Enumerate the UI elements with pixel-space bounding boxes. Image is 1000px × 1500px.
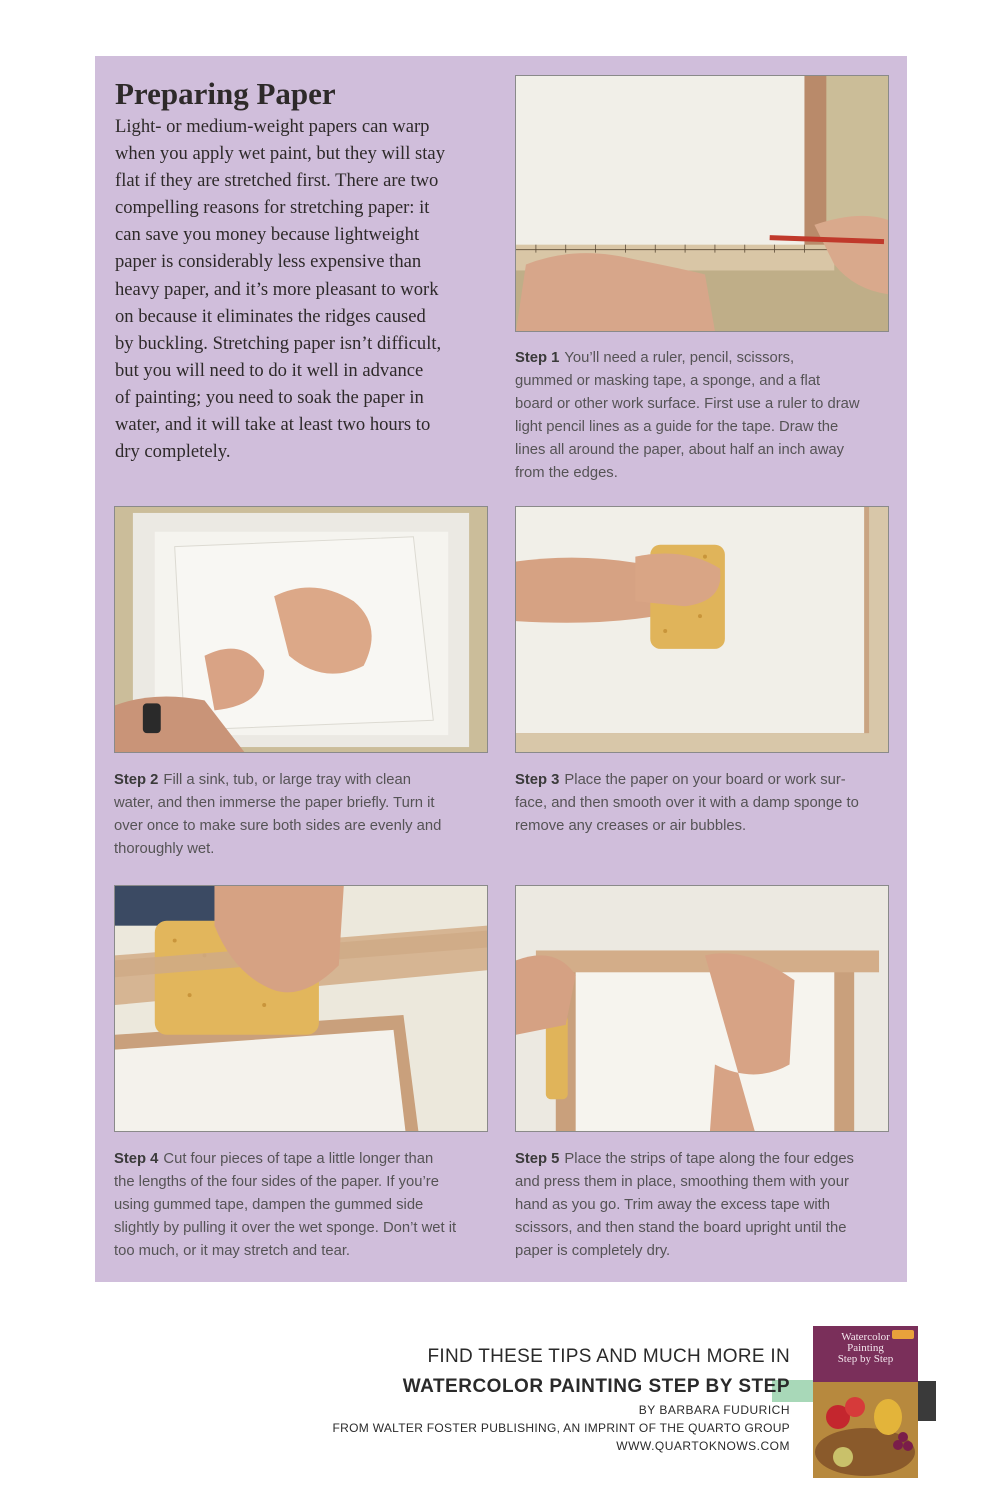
promo-author: BY BARBARA FUDURICH [638, 1403, 790, 1417]
step-4-caption [114, 1148, 489, 1263]
promo-book-title[interactable]: WATERCOLOR PAINTING STEP BY STEP [402, 1376, 790, 1397]
step-2-caption [114, 769, 489, 861]
step-4-photo [114, 885, 488, 1132]
fruit-painting-illustration [813, 1382, 918, 1478]
caption-line: board or other work surface. First use a ruler to draw [515, 396, 860, 412]
intro-line: compelling reasons for stretching paper: it [115, 197, 430, 219]
intro-line: Light- or medium-weight papers can warp [115, 116, 430, 137]
promo-intro: FIND THESE TIPS AND MUCH MORE IN [427, 1346, 790, 1367]
caption-line: too much, or it may stretch and tear. [114, 1243, 351, 1259]
step-3-caption [515, 769, 890, 838]
caption-line: slightly by pulling it over the wet sponge. Don’t wet it [114, 1220, 457, 1236]
step-label: Step 3 [515, 772, 560, 788]
book-cover-title [813, 1332, 918, 1365]
caption-line: light pencil lines as a guide for the tape. Draw the [515, 419, 839, 435]
intro-line: by buckling. Stretching paper isn’t difficult, [115, 332, 442, 354]
promo-website-link[interactable]: WWW.QUARTOKNOWS.COM [616, 1439, 790, 1453]
caption-line: and press them in place, smoothing them with your [515, 1174, 849, 1190]
article-title: Preparing Paper [115, 76, 336, 111]
caption-line: from the edges. [515, 465, 618, 481]
intro-line: when you apply wet paint, but they will stay [115, 143, 445, 165]
book-spine-shadow [918, 1381, 936, 1421]
caption-line: Cut four pieces of tape a little longer than [163, 1151, 434, 1167]
intro-line: can save you money because lightweight [115, 224, 420, 246]
book-cover-image[interactable] [813, 1326, 918, 1478]
step-label: Step 4 [114, 1151, 159, 1167]
intro-line: heavy paper, and it’s more pleasant to work [115, 278, 439, 300]
book-cover-title-line: Painting [847, 1342, 884, 1354]
caption-line: lines all around the paper, about half an inch away [515, 442, 845, 458]
intro-line: dry completely. [115, 441, 231, 463]
caption-line: using gummed tape, dampen the gummed side [114, 1197, 424, 1213]
step-2-photo [114, 506, 488, 753]
intro-line: of painting; you need to soak the paper in [115, 386, 424, 408]
promo-publisher: FROM WALTER FOSTER PUBLISHING, AN IMPRINT OF THE QUARTO GROUP [332, 1421, 790, 1435]
caption-line: water, and then immerse the paper briefly. Turn it [114, 795, 435, 811]
step-5-photo [515, 885, 889, 1132]
caption-line: face, and then smooth over it with a damp sponge to [515, 795, 859, 811]
intro-paragraph [115, 113, 500, 465]
caption-line: Place the strips of tape along the four edges [564, 1151, 854, 1167]
book-cover-title-line: Step by Step [837, 1353, 894, 1365]
caption-line: thoroughly wet. [114, 841, 215, 857]
step-5-caption [515, 1148, 890, 1263]
caption-line: paper is completely dry. [515, 1243, 671, 1259]
caption-line: Fill a sink, tub, or large tray with clean [163, 772, 411, 788]
step-1-caption [515, 347, 890, 485]
caption-line: over once to make sure both sides are evenly and [114, 818, 442, 834]
step-label: Step 2 [114, 772, 159, 788]
caption-line: You’ll need a ruler, pencil, scissors, [564, 350, 795, 366]
book-cover-title-line: Watercolor [841, 1331, 890, 1343]
caption-line: remove any creases or air bubbles. [515, 818, 747, 834]
step-3-photo [515, 506, 889, 753]
intro-line: flat if they are stretched first. There are two [115, 170, 439, 192]
intro-line: water, and it will take at least two hours to [115, 414, 431, 436]
caption-line: Place the paper on your board or work sur- [564, 772, 846, 788]
intro-line: but you will need to do it well in advance [115, 359, 424, 381]
caption-line: scissors, and then stand the board upright until the [515, 1220, 847, 1236]
intro-line: paper is considerably less expensive than [115, 251, 422, 273]
caption-line: hand as you go. Trim away the excess tape with [515, 1197, 831, 1213]
caption-line: gummed or masking tape, a sponge, and a flat [515, 373, 821, 389]
step-label: Step 1 [515, 350, 560, 366]
intro-line: on because it eliminates the ridges caused [115, 305, 426, 327]
caption-line: the lengths of the four sides of the paper. If you’re [114, 1174, 439, 1190]
step-1-photo [515, 75, 889, 332]
step-label: Step 5 [515, 1151, 560, 1167]
